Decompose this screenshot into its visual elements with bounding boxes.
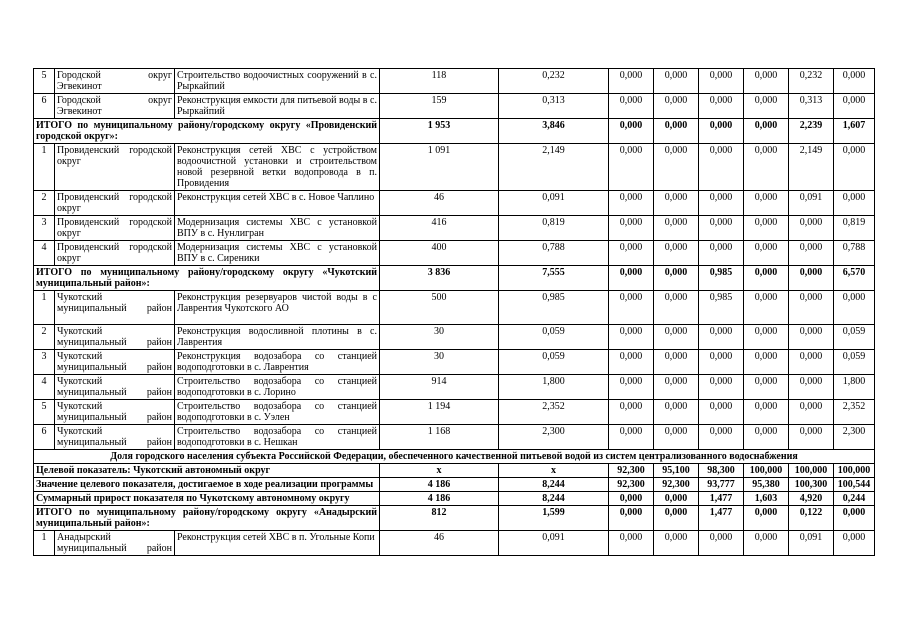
value-cell: 0,000 — [744, 191, 789, 216]
measure-cell: Реконструкция водосливной плотины в с. Лаврентия — [175, 325, 380, 350]
value-cell: 0,000 — [654, 69, 699, 94]
measure-cell: Строительство водозабора со станцией водоподготовки в с. Нешкан — [175, 425, 380, 450]
total-value-cell: 1,477 — [699, 492, 744, 506]
value-cell: 0,000 — [609, 291, 654, 325]
row-number-cell: 4 — [34, 375, 55, 400]
value-cell: 0,000 — [699, 241, 744, 266]
municipality-cell: Чукотский муниципальный район — [55, 375, 175, 400]
value-cell: 0,059 — [834, 325, 875, 350]
table-row — [34, 450, 875, 464]
program-table — [33, 68, 875, 556]
value-cell: 0,000 — [744, 531, 789, 556]
table-row — [34, 425, 875, 450]
municipality-cell: Городской округ Эгвекинот — [55, 94, 175, 119]
total-value-cell: 3,846 — [499, 119, 609, 144]
value-cell: 30 — [380, 350, 499, 375]
value-cell: 0,000 — [609, 400, 654, 425]
value-cell: 400 — [380, 241, 499, 266]
value-cell: 0,091 — [789, 191, 834, 216]
measure-cell: Модернизация системы ХВС с установкой ВПУ в с. Сиреники — [175, 241, 380, 266]
total-value-cell: 95,380 — [744, 478, 789, 492]
value-cell: 2,300 — [499, 425, 609, 450]
total-value-cell: 100,300 — [789, 478, 834, 492]
value-cell: 0,000 — [744, 400, 789, 425]
value-cell: 0,000 — [609, 144, 654, 191]
total-value-cell: х — [499, 464, 609, 478]
value-cell: 0,000 — [654, 291, 699, 325]
value-cell: 0,000 — [609, 375, 654, 400]
row-number-cell: 3 — [34, 216, 55, 241]
value-cell: 2,352 — [499, 400, 609, 425]
value-cell: 0,000 — [654, 400, 699, 425]
total-value-cell: 4,920 — [789, 492, 834, 506]
total-value-cell: 100,000 — [789, 464, 834, 478]
municipality-cell: Городской округ Эгвекинот — [55, 69, 175, 94]
table-row — [34, 478, 875, 492]
total-value-cell: 0,000 — [789, 266, 834, 291]
measure-cell: Модернизация системы ХВС с установкой ВПУ в с. Нунлигран — [175, 216, 380, 241]
value-cell: 2,300 — [834, 425, 875, 450]
total-value-cell: 100,544 — [834, 478, 875, 492]
table-row — [34, 216, 875, 241]
value-cell: 0,000 — [699, 425, 744, 450]
value-cell: 0,000 — [654, 531, 699, 556]
value-cell: 0,059 — [499, 325, 609, 350]
total-label-cell: Значение целевого показателя, достигаемое в ходе реализации программы — [34, 478, 380, 492]
measure-cell: Реконструкция резервуаров чистой воды в с Лаврентия Чукотского АО — [175, 291, 380, 325]
value-cell: 0,000 — [744, 425, 789, 450]
municipality-cell: Чукотский муниципальный район — [55, 291, 175, 325]
value-cell: 500 — [380, 291, 499, 325]
value-cell: 0,313 — [789, 94, 834, 119]
total-value-cell: 1,603 — [744, 492, 789, 506]
value-cell: 0,091 — [499, 191, 609, 216]
value-cell: 0,000 — [609, 350, 654, 375]
table-row — [34, 531, 875, 556]
value-cell: 2,149 — [789, 144, 834, 191]
value-cell: 0,000 — [699, 531, 744, 556]
value-cell: 0,000 — [654, 375, 699, 400]
municipality-cell: Анадырский муниципальный район — [55, 531, 175, 556]
value-cell: 0,000 — [699, 144, 744, 191]
total-value-cell: 0,000 — [609, 266, 654, 291]
value-cell: 118 — [380, 69, 499, 94]
value-cell: 0,000 — [654, 325, 699, 350]
value-cell: 1,800 — [499, 375, 609, 400]
table-row — [34, 492, 875, 506]
measure-cell: Реконструкция сетей ХВС в п. Угольные Копи — [175, 531, 380, 556]
total-label-cell: ИТОГО по муниципальному району/городскому округу «Провиденский городской округ»: — [34, 119, 380, 144]
value-cell: 0,000 — [834, 94, 875, 119]
value-cell: 46 — [380, 531, 499, 556]
table-row — [34, 375, 875, 400]
row-number-cell: 1 — [34, 291, 55, 325]
row-number-cell: 4 — [34, 241, 55, 266]
value-cell: 0,000 — [789, 216, 834, 241]
municipality-cell: Провиденский городской округ — [55, 216, 175, 241]
total-value-cell: 0,000 — [609, 506, 654, 531]
row-number-cell: 1 — [34, 531, 55, 556]
value-cell: 0,000 — [654, 94, 699, 119]
total-value-cell: 4 186 — [380, 478, 499, 492]
value-cell: 0,000 — [609, 191, 654, 216]
value-cell: 0,232 — [499, 69, 609, 94]
total-value-cell: 0,000 — [744, 266, 789, 291]
value-cell: 0,000 — [699, 400, 744, 425]
value-cell: 0,000 — [744, 375, 789, 400]
total-value-cell: 93,777 — [699, 478, 744, 492]
value-cell: 0,000 — [789, 425, 834, 450]
total-value-cell: 2,239 — [789, 119, 834, 144]
table-row — [34, 119, 875, 144]
municipality-cell: Провиденский городской округ — [55, 144, 175, 191]
table-row — [34, 241, 875, 266]
value-cell: 0,819 — [499, 216, 609, 241]
value-cell: 0,000 — [699, 325, 744, 350]
value-cell: 0,000 — [789, 350, 834, 375]
total-value-cell: 0,000 — [699, 119, 744, 144]
total-value-cell: 0,000 — [609, 119, 654, 144]
value-cell: 0,000 — [834, 531, 875, 556]
table-row — [34, 325, 875, 350]
value-cell: 0,000 — [789, 375, 834, 400]
value-cell: 0,000 — [609, 531, 654, 556]
value-cell: 0,000 — [744, 69, 789, 94]
value-cell: 0,788 — [499, 241, 609, 266]
row-number-cell: 5 — [34, 69, 55, 94]
table-row — [34, 69, 875, 94]
value-cell: 0,000 — [744, 291, 789, 325]
value-cell: 0,059 — [499, 350, 609, 375]
value-cell: 0,000 — [744, 350, 789, 375]
total-value-cell: х — [380, 464, 499, 478]
value-cell: 0,000 — [609, 94, 654, 119]
total-label-cell: ИТОГО по муниципальному району/городскому округу «Анадырский муниципальный район»: — [34, 506, 380, 531]
value-cell: 0,000 — [609, 216, 654, 241]
measure-cell: Реконструкция сетей ХВС в с. Новое Чаплино — [175, 191, 380, 216]
table-row — [34, 266, 875, 291]
value-cell: 0,000 — [699, 69, 744, 94]
value-cell: 0,000 — [654, 350, 699, 375]
value-cell: 0,000 — [699, 94, 744, 119]
value-cell: 46 — [380, 191, 499, 216]
value-cell: 0,000 — [654, 191, 699, 216]
value-cell: 0,000 — [834, 69, 875, 94]
total-value-cell: 100,000 — [834, 464, 875, 478]
value-cell: 0,000 — [744, 144, 789, 191]
value-cell: 0,000 — [654, 425, 699, 450]
row-number-cell: 2 — [34, 191, 55, 216]
municipality-cell: Чукотский муниципальный район — [55, 325, 175, 350]
value-cell: 0,000 — [834, 144, 875, 191]
value-cell: 0,000 — [609, 425, 654, 450]
value-cell: 0,000 — [654, 144, 699, 191]
row-number-cell: 6 — [34, 425, 55, 450]
row-number-cell: 5 — [34, 400, 55, 425]
total-value-cell: 0,000 — [744, 506, 789, 531]
value-cell: 0,819 — [834, 216, 875, 241]
total-value-cell: 0,000 — [744, 119, 789, 144]
total-value-cell: 0,244 — [834, 492, 875, 506]
total-value-cell: 0,000 — [834, 506, 875, 531]
value-cell: 0,000 — [699, 375, 744, 400]
value-cell: 0,000 — [789, 291, 834, 325]
row-number-cell: 2 — [34, 325, 55, 350]
value-cell: 0,000 — [834, 291, 875, 325]
total-value-cell: 7,555 — [499, 266, 609, 291]
value-cell: 0,091 — [789, 531, 834, 556]
total-value-cell: 4 186 — [380, 492, 499, 506]
total-value-cell: 0,122 — [789, 506, 834, 531]
municipality-cell: Провиденский городской округ — [55, 191, 175, 216]
row-number-cell: 1 — [34, 144, 55, 191]
value-cell: 0,000 — [789, 325, 834, 350]
table-row — [34, 464, 875, 478]
total-label-cell: Целевой показатель: Чукотский автономный округ — [34, 464, 380, 478]
table-row — [34, 291, 875, 325]
value-cell: 0,000 — [744, 94, 789, 119]
measure-cell: Строительство водоочистных сооружений в с. Рыркайпий — [175, 69, 380, 94]
table-row — [34, 144, 875, 191]
municipality-cell: Чукотский муниципальный район — [55, 350, 175, 375]
value-cell: 0,000 — [744, 241, 789, 266]
table-row — [34, 506, 875, 531]
value-cell: 914 — [380, 375, 499, 400]
value-cell: 0,000 — [789, 400, 834, 425]
measure-cell: Реконструкция водозабора со станцией водоподготовки в с. Лаврентия — [175, 350, 380, 375]
table-row — [34, 350, 875, 375]
table-row — [34, 94, 875, 119]
value-cell: 1 194 — [380, 400, 499, 425]
value-cell: 0,000 — [609, 325, 654, 350]
section-heading-cell: Доля городского населения субъекта Российской Федерации, обеспеченного качественной питьевой водой из систем централизованного водоснабжения — [34, 450, 875, 464]
value-cell: 0,059 — [834, 350, 875, 375]
total-value-cell: 6,570 — [834, 266, 875, 291]
value-cell: 0,091 — [499, 531, 609, 556]
total-value-cell: 1 953 — [380, 119, 499, 144]
total-value-cell: 0,985 — [699, 266, 744, 291]
value-cell: 0,000 — [699, 216, 744, 241]
measure-cell: Реконструкция емкости для питьевой воды в с. Рыркайпий — [175, 94, 380, 119]
value-cell: 0,000 — [744, 216, 789, 241]
municipality-cell: Провиденский городской округ — [55, 241, 175, 266]
total-value-cell: 8,244 — [499, 478, 609, 492]
value-cell: 0,788 — [834, 241, 875, 266]
value-cell: 0,000 — [699, 350, 744, 375]
value-cell: 416 — [380, 216, 499, 241]
measure-cell: Строительство водозабора со станцией водоподготовки в с. Уэлен — [175, 400, 380, 425]
municipality-cell: Чукотский муниципальный район — [55, 400, 175, 425]
table-body — [34, 69, 875, 556]
value-cell: 1 091 — [380, 144, 499, 191]
value-cell: 0,000 — [654, 216, 699, 241]
total-value-cell: 98,300 — [699, 464, 744, 478]
value-cell: 30 — [380, 325, 499, 350]
total-value-cell: 0,000 — [654, 492, 699, 506]
value-cell: 0,985 — [699, 291, 744, 325]
total-value-cell: 0,000 — [654, 119, 699, 144]
total-value-cell: 92,300 — [654, 478, 699, 492]
total-value-cell: 1,599 — [499, 506, 609, 531]
value-cell: 1,800 — [834, 375, 875, 400]
total-value-cell: 92,300 — [609, 478, 654, 492]
value-cell: 1 168 — [380, 425, 499, 450]
total-value-cell: 812 — [380, 506, 499, 531]
value-cell: 0,000 — [744, 325, 789, 350]
total-value-cell: 1,607 — [834, 119, 875, 144]
value-cell: 0,000 — [699, 191, 744, 216]
row-number-cell: 6 — [34, 94, 55, 119]
total-label-cell: ИТОГО по муниципальному району/городскому округу «Чукотский муниципальный район»: — [34, 266, 380, 291]
value-cell: 0,000 — [789, 241, 834, 266]
measure-cell: Реконструкция сетей ХВС с устройством водоочистной установки и строительством новой резервной ветки водопровода в п. Провидения — [175, 144, 380, 191]
total-value-cell: 1,477 — [699, 506, 744, 531]
value-cell: 0,232 — [789, 69, 834, 94]
value-cell: 0,000 — [609, 241, 654, 266]
value-cell: 2,352 — [834, 400, 875, 425]
value-cell: 0,313 — [499, 94, 609, 119]
value-cell: 0,000 — [654, 241, 699, 266]
measure-cell: Строительство водозабора со станцией водоподготовки в с. Лорино — [175, 375, 380, 400]
total-value-cell: 100,000 — [744, 464, 789, 478]
total-value-cell: 3 836 — [380, 266, 499, 291]
value-cell: 0,000 — [834, 191, 875, 216]
total-value-cell: 0,000 — [654, 266, 699, 291]
table-row — [34, 191, 875, 216]
value-cell: 159 — [380, 94, 499, 119]
table-row — [34, 400, 875, 425]
row-number-cell: 3 — [34, 350, 55, 375]
municipality-cell: Чукотский муниципальный район — [55, 425, 175, 450]
total-label-cell: Суммарный прирост показателя по Чукотскому автономному округу — [34, 492, 380, 506]
total-value-cell: 0,000 — [654, 506, 699, 531]
total-value-cell: 92,300 — [609, 464, 654, 478]
total-value-cell: 0,000 — [609, 492, 654, 506]
value-cell: 0,985 — [499, 291, 609, 325]
total-value-cell: 95,100 — [654, 464, 699, 478]
value-cell: 0,000 — [609, 69, 654, 94]
value-cell: 2,149 — [499, 144, 609, 191]
total-value-cell: 8,244 — [499, 492, 609, 506]
